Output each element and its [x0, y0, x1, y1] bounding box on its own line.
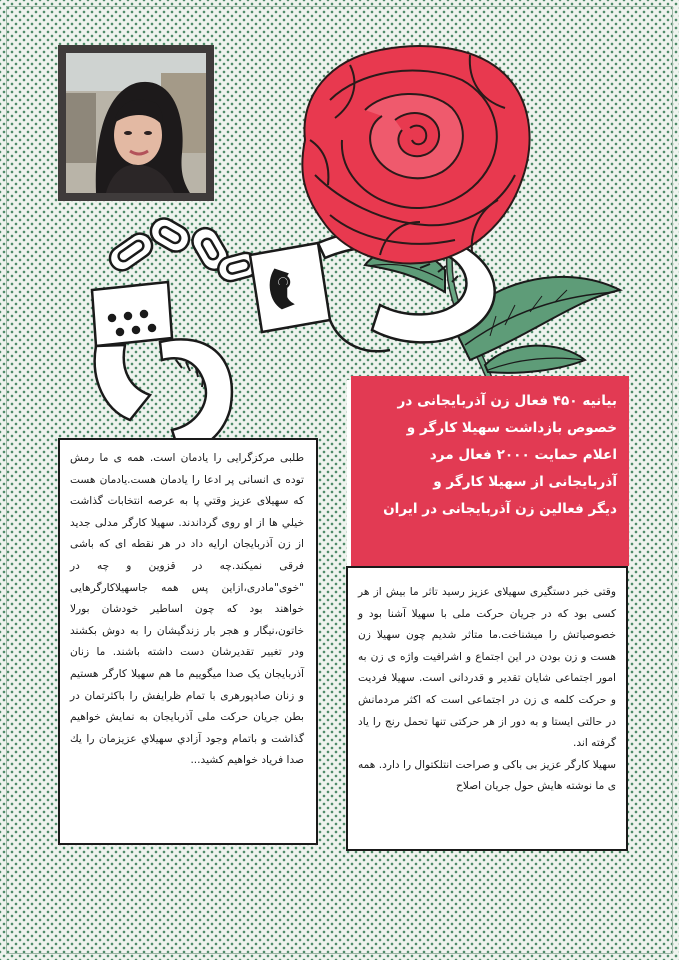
- headline-line: دیگر فعالین زن آذربایجانی در ایران: [383, 501, 617, 517]
- leaf-icon: [365, 249, 620, 373]
- statement-paragraph: وقتی خبر دستگیری سهیلای عزیز رسید تاثر ما بیش از هر کسی بود که در جریان حرکت ملی با سهیلا آشنا بود و خصوصیاتش را میشناخت.ما متاثر شدیم چون سهیلا زن هست و زن بودن در این اجتماع و اشرافیت واژه ی زن به امور اجتماعی شایان تقدیر و قدردانی است. سهیلا فردیت و حرکت کلمه ی زن در اجتماعی است که اکثر مردمانش در حالتی ایستا و به دور از هر حرکتی تنها تحمل رنج را یاد گرفته اند.: [358, 586, 616, 750]
- headline-line: آذربایجانی از سهیلا کارگر و: [433, 474, 617, 490]
- headline-box: [351, 376, 629, 566]
- headline-line: خصوص بازداشت سهیلا کارگر و: [406, 420, 617, 436]
- statement-text-box-left: [58, 438, 318, 845]
- headline-line: اعلام حمایت ۲۰۰۰ فعال مرد: [429, 447, 617, 463]
- statement-paragraph: طلبی مرکزگرایی را یادمان است. همه ی ما رمش توده ی انسانی پر ادعا را یادمان هست.یادمان هست که سهیلای عزیز وقتي پا به عرصه انتخابات گذاشت خیلي ها از او روی گرداندند. سهیلا کارگر مدلی جدید از زن آذربایجان ارایه داد در هر نقطه ای که باشی فرقی نمیکند.چه در قزوین و چه در "خوی"مادری،ازاین پس همه جاسهیلاکارگرهایی خواهند بود که چون اساطیر خودشان بورلا خاتون،نیگار و هجر بار زندگیشان را به دوش بکشند ودر تغییر تقدیرشان دست داشته باشند. ما زنان آذربایجان یک صدا میگوییم ما هم سهیلا کارگر هستیم و زنان صادپورهری با تمام ظرایفش را باکثرتمان در بطن جریان حرکت ملی آذربایجان به نمایش خواهیم گذاشت و باتمام وجود آزادي سهیلاي عزیزمان را يك صدا فرياد خواهيم کشید...: [70, 452, 304, 767]
- headline-line: بیانیه ۴۵۰ فعال زن آذربایجانی در: [397, 393, 617, 409]
- portrait-photo-frame: [58, 45, 214, 201]
- statement-text-box-right: [346, 566, 628, 851]
- portrait-photo: [66, 53, 206, 193]
- rose-icon: [302, 46, 529, 263]
- statement-paragraph: سهیلا کارگر عزیز بی باکی و صراحت انتلکتوال را دارد. همه ی ما نوشته هایش حول جریان اصلاح: [358, 758, 616, 793]
